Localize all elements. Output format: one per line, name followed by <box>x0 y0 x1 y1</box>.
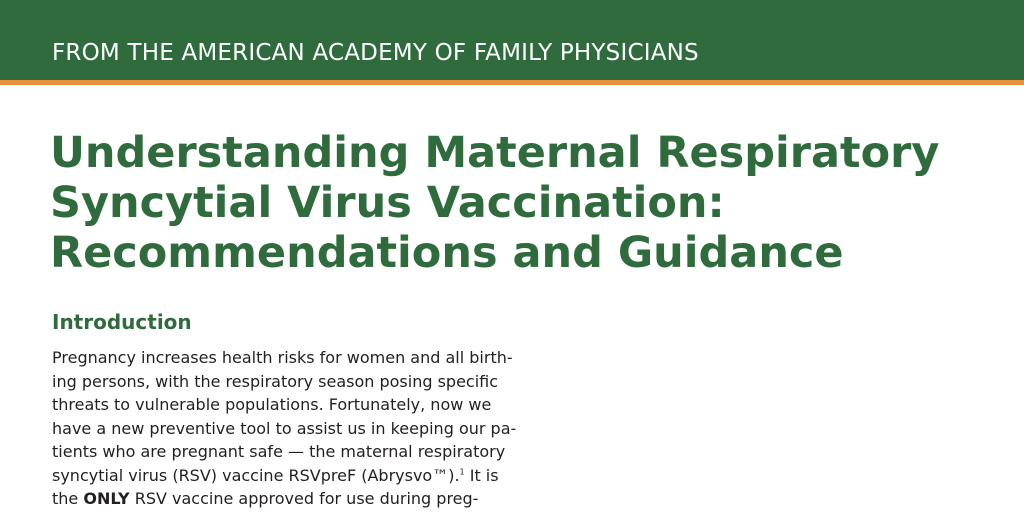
emphasis-text: ONLY <box>83 489 130 508</box>
paragraph-text: RSV vaccine approved for use during preg- <box>129 489 479 508</box>
title-line-1: Understanding Maternal Respiratory <box>50 128 940 178</box>
introduction-heading: Introduction <box>52 310 192 334</box>
paragraph-text: It is <box>464 465 499 485</box>
paragraph-line: have a new preventive tool to assist us in keeping our pa- <box>52 418 517 438</box>
paragraph-line <box>52 487 522 511</box>
footnote-reference: 1 <box>459 467 465 477</box>
title-line-3: Recommendations and Guidance <box>50 228 844 278</box>
paragraph-line: ing persons, with the respiratory season posing specific <box>52 371 499 391</box>
header-banner <box>0 0 1024 80</box>
paragraph-line: Pregnancy increases health risks for women and all birth- <box>52 348 513 367</box>
paragraph-text: syncytial virus (RSV) vaccine RSVpreF (Abrysvo™). <box>52 465 460 485</box>
accent-divider <box>0 80 1024 85</box>
paragraph-line <box>52 464 522 488</box>
paragraph-line: threats to vulnerable populations. Fortunately, now we <box>52 395 492 414</box>
page-title <box>50 128 990 278</box>
introduction-paragraph <box>52 346 522 511</box>
title-line-2: Syncytial Virus Vaccination: <box>50 178 725 228</box>
paragraph-line: tients who are pregnant safe — the maternal respiratory <box>52 442 506 461</box>
banner-text: FROM THE AMERICAN ACADEMY OF FAMILY PHYSICIANS <box>52 40 699 66</box>
paragraph-text: the <box>52 489 84 508</box>
